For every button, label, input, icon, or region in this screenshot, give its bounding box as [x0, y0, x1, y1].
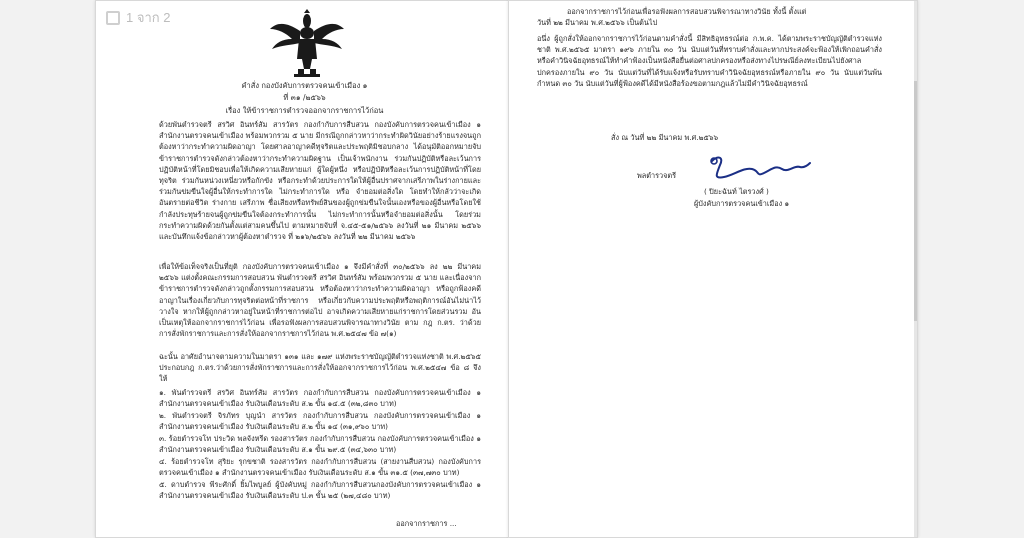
signer-rank: พลตำรวจตรี	[637, 171, 677, 180]
officer-item-5: ๕. ดาบตำรวจ พีระศักดิ์ ยิ้มไพบูลย์ ผู้บังคับหมู่ กองกำกับการสืบสวนกองบังคับการตรวจคนเข้าเมือง ๑ สำนักงานตรวจคนเข้าเมือง รับเงินเดือนระดับ ป.๓ ขั้น ๒๕ (๒๗,๔๘๐ บาท)	[159, 480, 481, 501]
signature-icon	[704, 151, 814, 185]
officer-item-1: ๑. พันตำรวจตรี สรวิศ อินทร์สัม สารวัตร กองกำกับการสืบสวน กองบังคับการตรวจคนเข้าเมือง ๑ สำนักงานตรวจคนเข้าเมือง รับเงินเดือนระดับ ส.๒ ขั้น ๑๔.๕ (๓๒,๘๓๐ บาท)	[159, 388, 481, 409]
officer-item-4: ๔. ร้อยตำรวจโท สุริยะ รุกขชาติ รองสารวัตร กองกำกับการสืบสวน (สายงานสืบสวน) กองบังคับการตรวจคนเข้าเมือง ๑ สำนักงานตรวจคนเข้าเมือง รับเงินเดือนระดับ ส.๑ ขั้น ๓๑.๕ (๓๗,๗๓๐ บาท)	[159, 457, 481, 478]
order-number: ที่ ๓๑ /๒๕๖๖	[283, 93, 326, 102]
garuda-emblem-icon	[268, 9, 346, 79]
document-page-2	[508, 0, 918, 538]
signer-name: ( ปิยะฉันท์ ไตรวงศ์ )	[704, 187, 769, 196]
order-subject: เรื่อง ให้ข้าราชการตำรวจออกจากราชการไว้ก่อน	[225, 106, 384, 115]
paragraph-allegation: ด้วยพันตำรวจตรี สรวิศ อินทร์สัม สารวัตร กองกำกับการสืบสวน กองบังคับการตรวจคนเข้าเมือง ๑ สำนักงานตรวจคนเข้าเมือง พร้อมพวกรวม ๕ นาย มีกรณีถูกกล่าวหาว่ากระทำผิดวินัยอย่างร้ายแรงจนถูกต้องหาว่ากระทำความผิดอาญา โดยศาลอาญาคดีทุจริตและประพฤติมิชอบกลาง ได้อนุมัติออกหมายจับข้าราชการตำรวจดังกล่าวต้องหาว่ากระทำความผิดฐาน เป็นเจ้าพนักงาน ร่วมกันปฏิบัติหรือละเว้นการปฏิบัติหน้าที่โดยมิชอบเพื่อให้เกิดความเสียหายแก่ ผู้ใดผู้หนึ่ง หรือปฏิบัติหรือละเว้นการปฏิบัติหน้าที่โดยทุจริต ร่วมกันหน่วงเหนี่ยวหรือกักขัง หรือกระทำด้วยประการใดให้ผู้อื่นปราศจากเสรีภาพในร่างกายและร่วมกันข่มขืนใจผู้อื่นให้กระทำการใด ไม่กระทำการใด หรือ จำยอมต่อสิ่งใด โดยทำให้กลัวว่าจะเกิดอันตรายต่อชีวิต ร่างกาย เสรีภาพ ชื่อเสียงหรือทรัพย์สินของผู้ถูกข่มขืนใจนั้นเองหรือของผู้อื่นหรือโดยใช้กำลังประทุษร้ายจนผู้ถูกข่มขืนใจต้องกระทำการนั้น ไม่กระทำการนั้นหรือจำยอมต่อสิ่งนั้น โดยร่วมกระทำความผิดด้วยกันตั้งแต่สามคนขึ้นไป ตามหมายจับที่ จ.๔๕-๕๑/๒๕๖๖ ลงวันที่ ๒๑ มีนาคม ๒๕๖๖ และบันทึกแจ้งข้อกล่าวหาผู้ต้องหาตำรวจ ที่ ๒๑๖/๒๕๖๖ ลงวันที่ ๒๒ มีนาคม ๒๕๖๖	[159, 120, 481, 242]
suspension-line-2: วันที่ ๒๒ มีนาคม พ.ศ.๒๕๖๖ เป็นต้นไป	[537, 18, 658, 27]
page-thumbnail-icon[interactable]	[106, 11, 120, 25]
document-page-1	[95, 0, 514, 538]
scrollbar-thumb[interactable]	[914, 81, 917, 321]
paragraph-authority: ฉะนั้น อาศัยอำนาจตามความในมาตรา ๑๓๑ และ ๑๗๙ แห่งพระราชบัญญัติตำรวจแห่งชาติ พ.ศ.๒๕๖๕ ประกอบกฎ ก.ตร.ว่าด้วยการสั่งพักราชการและการสั่งให้ออกจากราชการไว้ก่อน พ.ศ.๒๕๔๗ ข้อ ๘ จึงให้	[159, 352, 481, 384]
signer-position: ผู้บังคับการตรวจคนเข้าเมือง ๑	[694, 199, 790, 208]
paragraph-investigation: เพื่อให้ข้อเท็จจริงเป็นที่ยุติ กองบังคับการตรวจคนเข้าเมือง ๑ จึงมีคำสั่งที่ ๓๐/๒๕๖๖ ลง ๒๒ มีนาคม ๒๕๖๖ แต่งตั้งคณะกรรมการสอบสวน พันตำรวจตรี สรวิศ อินทร์สัม พร้อมพวกรวม ๕ นาย และเนื่องจากข้าราชการตำรวจดังกล่าวถูกตั้งกรรมการสอบสวน หรือต้องหาว่ากระทำความผิดอาญา หรือถูกฟ้องคดีอาญาในเรื่องเกี่ยวกับการทุจริตต่อหน้าที่ราชการ หรือเกี่ยวกับความประพฤติหรือพฤติการณ์อันไม่น่าไว้วางใจ หากให้ผู้ถูกกล่าวหาอยู่ในหน้าที่ราชการต่อไป อาจเกิดความเสียหายแก่ราชการโดยส่วนรวม อันเป็นเหตุให้ออกจากราชการไว้ก่อน เพื่อรอฟังผลการสอบสวนพิจารณาทางวินัย ตาม กฎ ก.ตร. ว่าด้วยการสั่งพักราชการและการสั่งให้ออกจากราชการไว้ก่อน พ.ศ.๒๕๔๗ ข้อ ๗(๑)	[159, 262, 481, 339]
page-scrollbar[interactable]	[914, 1, 917, 537]
officer-item-3: ๓. ร้อยตำรวจโท ประวิด พลจังหรีด รองสารวัตร กองกำกับการสืบสวน กองบังคับการตรวจคนเข้าเมือง ๑ สำนักงานตรวจคนเข้าเมือง รับเงินเดือนระดับ ส.๑ ขั้น ๒๙.๕ (๓๔,๖๓๐ บาท)	[159, 434, 481, 455]
page-counter	[106, 7, 170, 28]
signed-date: สั่ง ณ วันที่ ๒๒ มีนาคม พ.ศ.๒๕๖๖	[611, 133, 719, 142]
appeal-paragraph: อนึ่ง ผู้ถูกสั่งให้ออกจากราชการไว้ก่อนตามคำสั่งนี้ มีสิทธิอุทธรณ์ต่อ ก.พ.ค. ได้ตามพระราชบัญญัติตำรวจแห่งชาติ พ.ศ.๒๕๖๕ มาตรา ๑๙๖ ภายใน ๓๐ วัน นับแต่วันที่ทราบคำสั่งและหากประสงค์จะฟ้องให้เพิกถอนคำสั่งหรือคำวินิจฉัยอุทธรณ์ให้ทำคำฟ้องเป็นหนังสือยื่นต่อศาลปกครองหรือส่งทางไปรษณีย์ลงทะเบียนไปยังศาลปกครองภายใน ๙๐ วัน นับแต่วันที่ได้รับแจ้งหรือรับทราบคำวินิจฉัยอุทธรณ์หรือภายใน ๙๐ วัน นับแต่วันพ้นกำหนด ๓๐ วัน นับแต่วันที่ผู้ฟ้องคดีได้มีหนังสือร้องขอตามกฎแล้วไม่มีคำวินิจฉัยอุทธรณ์	[537, 34, 882, 88]
order-header: คำสั่ง กองบังคับการตรวจคนเข้าเมือง ๑	[241, 81, 368, 90]
continuation-marker: ออกจากราชการ ...	[396, 519, 457, 528]
suspension-line-1: ออกจากราชการไว้ก่อนเพื่อรอฟังผลการสอบสวนพิจารณาทางวินัย ทั้งนี้ ตั้งแต่	[567, 7, 807, 16]
officer-item-2: ๒. พันตำรวจตรี จิรภัทร บุญนำ สารวัตร กองกำกับการสืบสวน กองบังคับการตรวจคนเข้าเมือง ๑ สำนักงานตรวจคนเข้าเมือง รับเงินเดือนระดับ ส.๒ ขั้น ๑๔ (๓๑,๙๖๐ บาท)	[159, 411, 481, 432]
page-counter-label: 1 จาก 2	[126, 10, 171, 25]
